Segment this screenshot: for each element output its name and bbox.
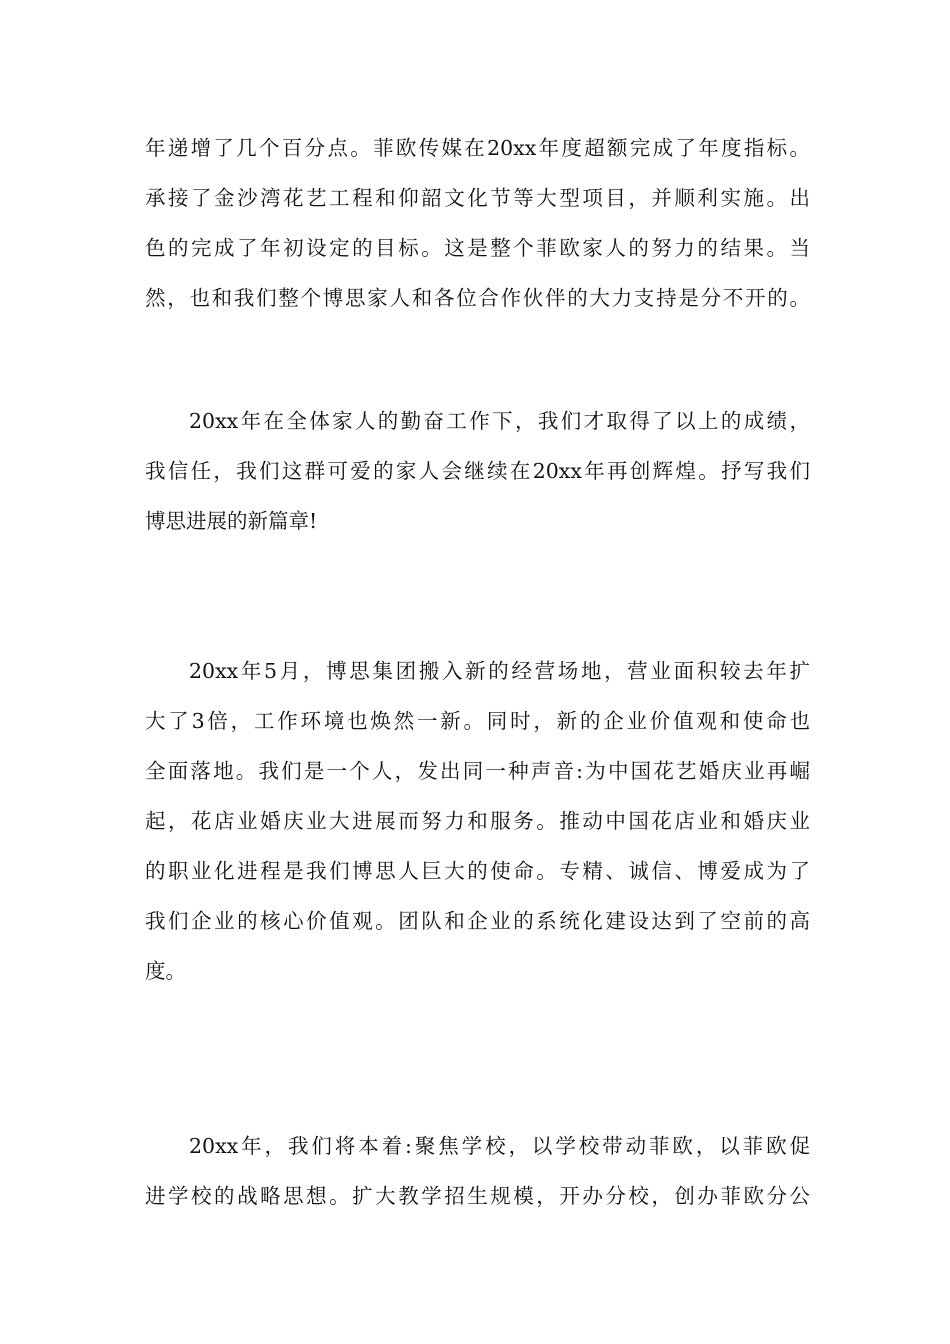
text-line: 20xx年5月，博思集团搬入新的经营场地，营业面积较去年扩 [189, 659, 810, 683]
text-line: 色的完成了年初设定的目标。这是整个菲欧家人的努力的结果。当 [145, 236, 810, 260]
paragraph-3 [145, 646, 810, 996]
text-line: 博思进展的新篇章! [145, 509, 318, 533]
text-line: 我们企业的核心价值观。团队和企业的系统化建设达到了空前的高 [145, 909, 810, 933]
text-line: 进学校的战略思想。扩大教学招生规模，开办分校，创办菲欧分公 [145, 1184, 810, 1208]
paragraph-2 [145, 396, 810, 546]
text-line: 20xx年在全体家人的勤奋工作下，我们才取得了以上的成绩， [189, 409, 810, 433]
text-line: 我信任，我们这群可爱的家人会继续在20xx年再创辉煌。抒写我们 [145, 459, 810, 483]
text-line: 大了3倍，工作环境也焕然一新。同时，新的企业价值观和使命也 [145, 709, 810, 733]
paragraph-4 [145, 1121, 810, 1221]
text-line: 起，花店业婚庆业大进展而努力和服务。推动中国花店业和婚庆业 [145, 809, 810, 833]
text-line: 然，也和我们整个博思家人和各位合作伙伴的大力支持是分不开的。 [145, 286, 810, 310]
text-line: 全面落地。我们是一个人，发出同一种声音:为中国花艺婚庆业再崛 [145, 759, 810, 783]
paragraph-1 [145, 123, 810, 323]
text-line: 度。 [145, 959, 186, 983]
text-line: 20xx年，我们将本着:聚焦学校，以学校带动菲欧，以菲欧促 [189, 1134, 810, 1158]
text-line: 承接了金沙湾花艺工程和仰韶文化节等大型项目，并顺利实施。出 [145, 186, 810, 210]
text-line: 年递增了几个百分点。菲欧传媒在20xx年度超额完成了年度指标。 [145, 136, 810, 160]
text-line: 的职业化进程是我们博思人巨大的使命。专精、诚信、博爱成为了 [145, 859, 810, 883]
